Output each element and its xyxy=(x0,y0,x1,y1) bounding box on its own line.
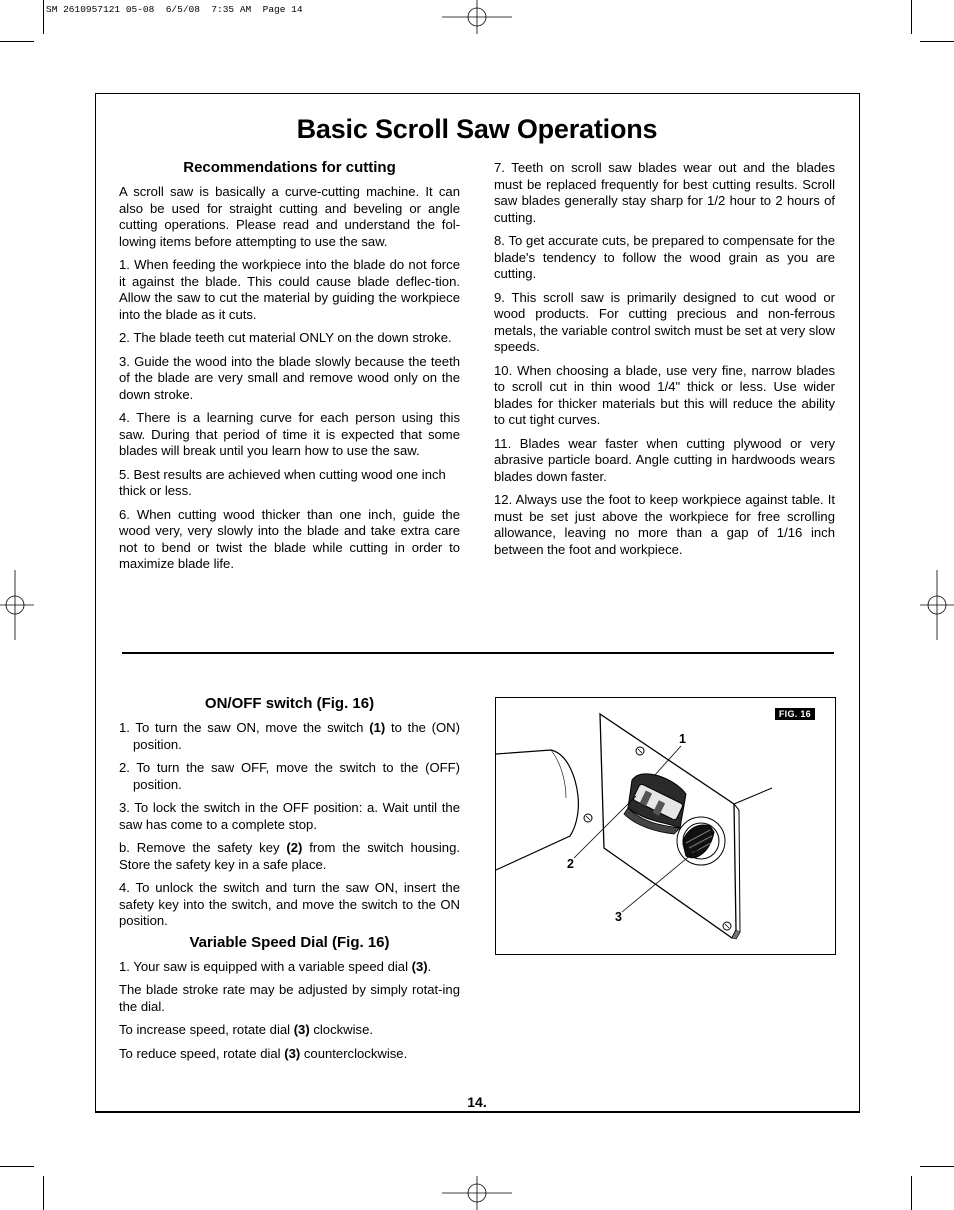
recommendation-item: 10. When choosing a blade, use very fine, narrow blades to scroll cut in thin wood 1/4" thick or less. Use wider blades for thicker materials but this will reduce the ability to cut tight curves. xyxy=(494,362,835,427)
recommendation-item: 9. This scroll saw is primarily designed to cut wood or wood products. For cutting precious and non-ferrous metals, the variable control switch must be set at very slow speeds. xyxy=(494,289,835,354)
switch-item: 2. To turn the saw OFF, move the switch to the (OFF) position. xyxy=(119,760,460,792)
crop-mark xyxy=(0,1166,34,1167)
registration-mark xyxy=(442,1176,512,1210)
recommendations-column-continued xyxy=(494,160,835,565)
recommendation-item: 11. Blades wear faster when cutting plywood or very abrasive particle board. Angle cutting in hardwoods wears blades down faster. xyxy=(494,435,835,484)
recommendation-item: 7. Teeth on scroll saw blades wear out and the blades must be replaced frequently for best cutting results. Scroll saw blades generally stay sharp for 1/2 hour to 2 hours of cutting. xyxy=(494,160,835,225)
switch-and-dial-column xyxy=(119,694,460,1069)
crop-mark xyxy=(43,1176,44,1210)
recommendation-item: 8. To get accurate cuts, be prepared to compensate for the blade's tendency to follow the wood grain as you are cutting. xyxy=(494,233,835,281)
dial-item: To reduce speed, rotate dial (3) counterclockwise. xyxy=(119,1045,408,1061)
recommendations-column xyxy=(119,158,460,580)
switch-panel-illustration xyxy=(496,698,835,954)
print-slug: SM 2610957121 05-08 6/5/08 7:35 AM Page 14 xyxy=(46,4,303,15)
registration-mark xyxy=(0,570,34,640)
switch-heading: ON/OFF switch (Fig. 16) xyxy=(204,695,375,712)
dial-item: To increase speed, rotate dial (3) clockwise. xyxy=(119,1022,374,1037)
crop-mark xyxy=(911,1176,912,1210)
figure-tag: FIG. 16 xyxy=(775,708,815,720)
dial-heading: Variable Speed Dial (Fig. 16) xyxy=(189,933,390,951)
switch-item: 1. To turn the saw ON, move the switch (1) to the (ON) position. xyxy=(119,720,460,752)
registration-mark xyxy=(920,570,954,640)
switch-item: 3. To lock the switch in the OFF position: a. Wait until the saw has come to a complete stop. xyxy=(119,800,460,832)
recommendations-intro: A scroll saw is basically a curve-cutting machine. It can also be used for straight cutting and beveling or angle cutting operations. Please read and understand the fol-lowing items before attempting to use the saw. xyxy=(119,184,460,249)
callout-2: 2 xyxy=(567,857,574,871)
dial-item: 1. Your saw is equipped with a variable speed dial (3). xyxy=(119,958,432,974)
crop-mark xyxy=(43,0,44,34)
recommendation-item: 2. The blade teeth cut material ONLY on the down stroke. xyxy=(119,330,452,345)
recommendation-item: 5. Best results are achieved when cutting wood one inch thick or less. xyxy=(119,466,446,498)
switch-item: 4. To unlock the switch and turn the saw ON, insert the safety key into the switch, and move the switch to the ON position. xyxy=(119,880,460,928)
switch-item: b. Remove the safety key (2) from the switch housing. Store the safety key in a safe place. xyxy=(119,840,460,872)
registration-mark xyxy=(442,0,512,34)
recommendation-item: 4. There is a learning curve for each person using this saw. During that period of time it is expected that some blades will break until you learn how to use the saw. xyxy=(119,410,460,458)
recommendation-item: 6. When cutting wood thicker than one inch, guide the wood very, very slowly into the blade and take extra care not to bend or twist the blade while cutting in order to maximize blade life. xyxy=(119,506,460,571)
page-title: Basic Scroll Saw Operations xyxy=(296,114,658,144)
recommendation-item: 1. When feeding the workpiece into the blade do not force it against the blade. This could cause blade deflec-tion. Allow the saw to cut the material by guiding the workpiece into the blade as it cuts. xyxy=(119,257,460,322)
recommendation-item: 12. Always use the foot to keep workpiece against table. It must be set just above the workpiece for free scrolling allowance, leaving no more than a gap of 1/16 inch between the foot and workpiece. xyxy=(494,492,835,557)
callout-1: 1 xyxy=(679,732,686,746)
page-number: 14. xyxy=(467,1094,487,1110)
crop-mark xyxy=(920,1166,954,1167)
crop-mark xyxy=(0,41,34,42)
crop-mark xyxy=(911,0,912,34)
figure-16 xyxy=(495,697,836,955)
recommendations-heading: Recommendations for cutting xyxy=(183,159,396,176)
section-divider xyxy=(122,652,834,654)
callout-3: 3 xyxy=(615,910,622,924)
crop-mark xyxy=(920,41,954,42)
recommendation-item: 3. Guide the wood into the blade slowly because the teeth of the blade are very small and remove wood only on the down stroke. xyxy=(119,353,460,402)
dial-item: The blade stroke rate may be adjusted by simply rotat-ing the dial. xyxy=(119,982,460,1014)
